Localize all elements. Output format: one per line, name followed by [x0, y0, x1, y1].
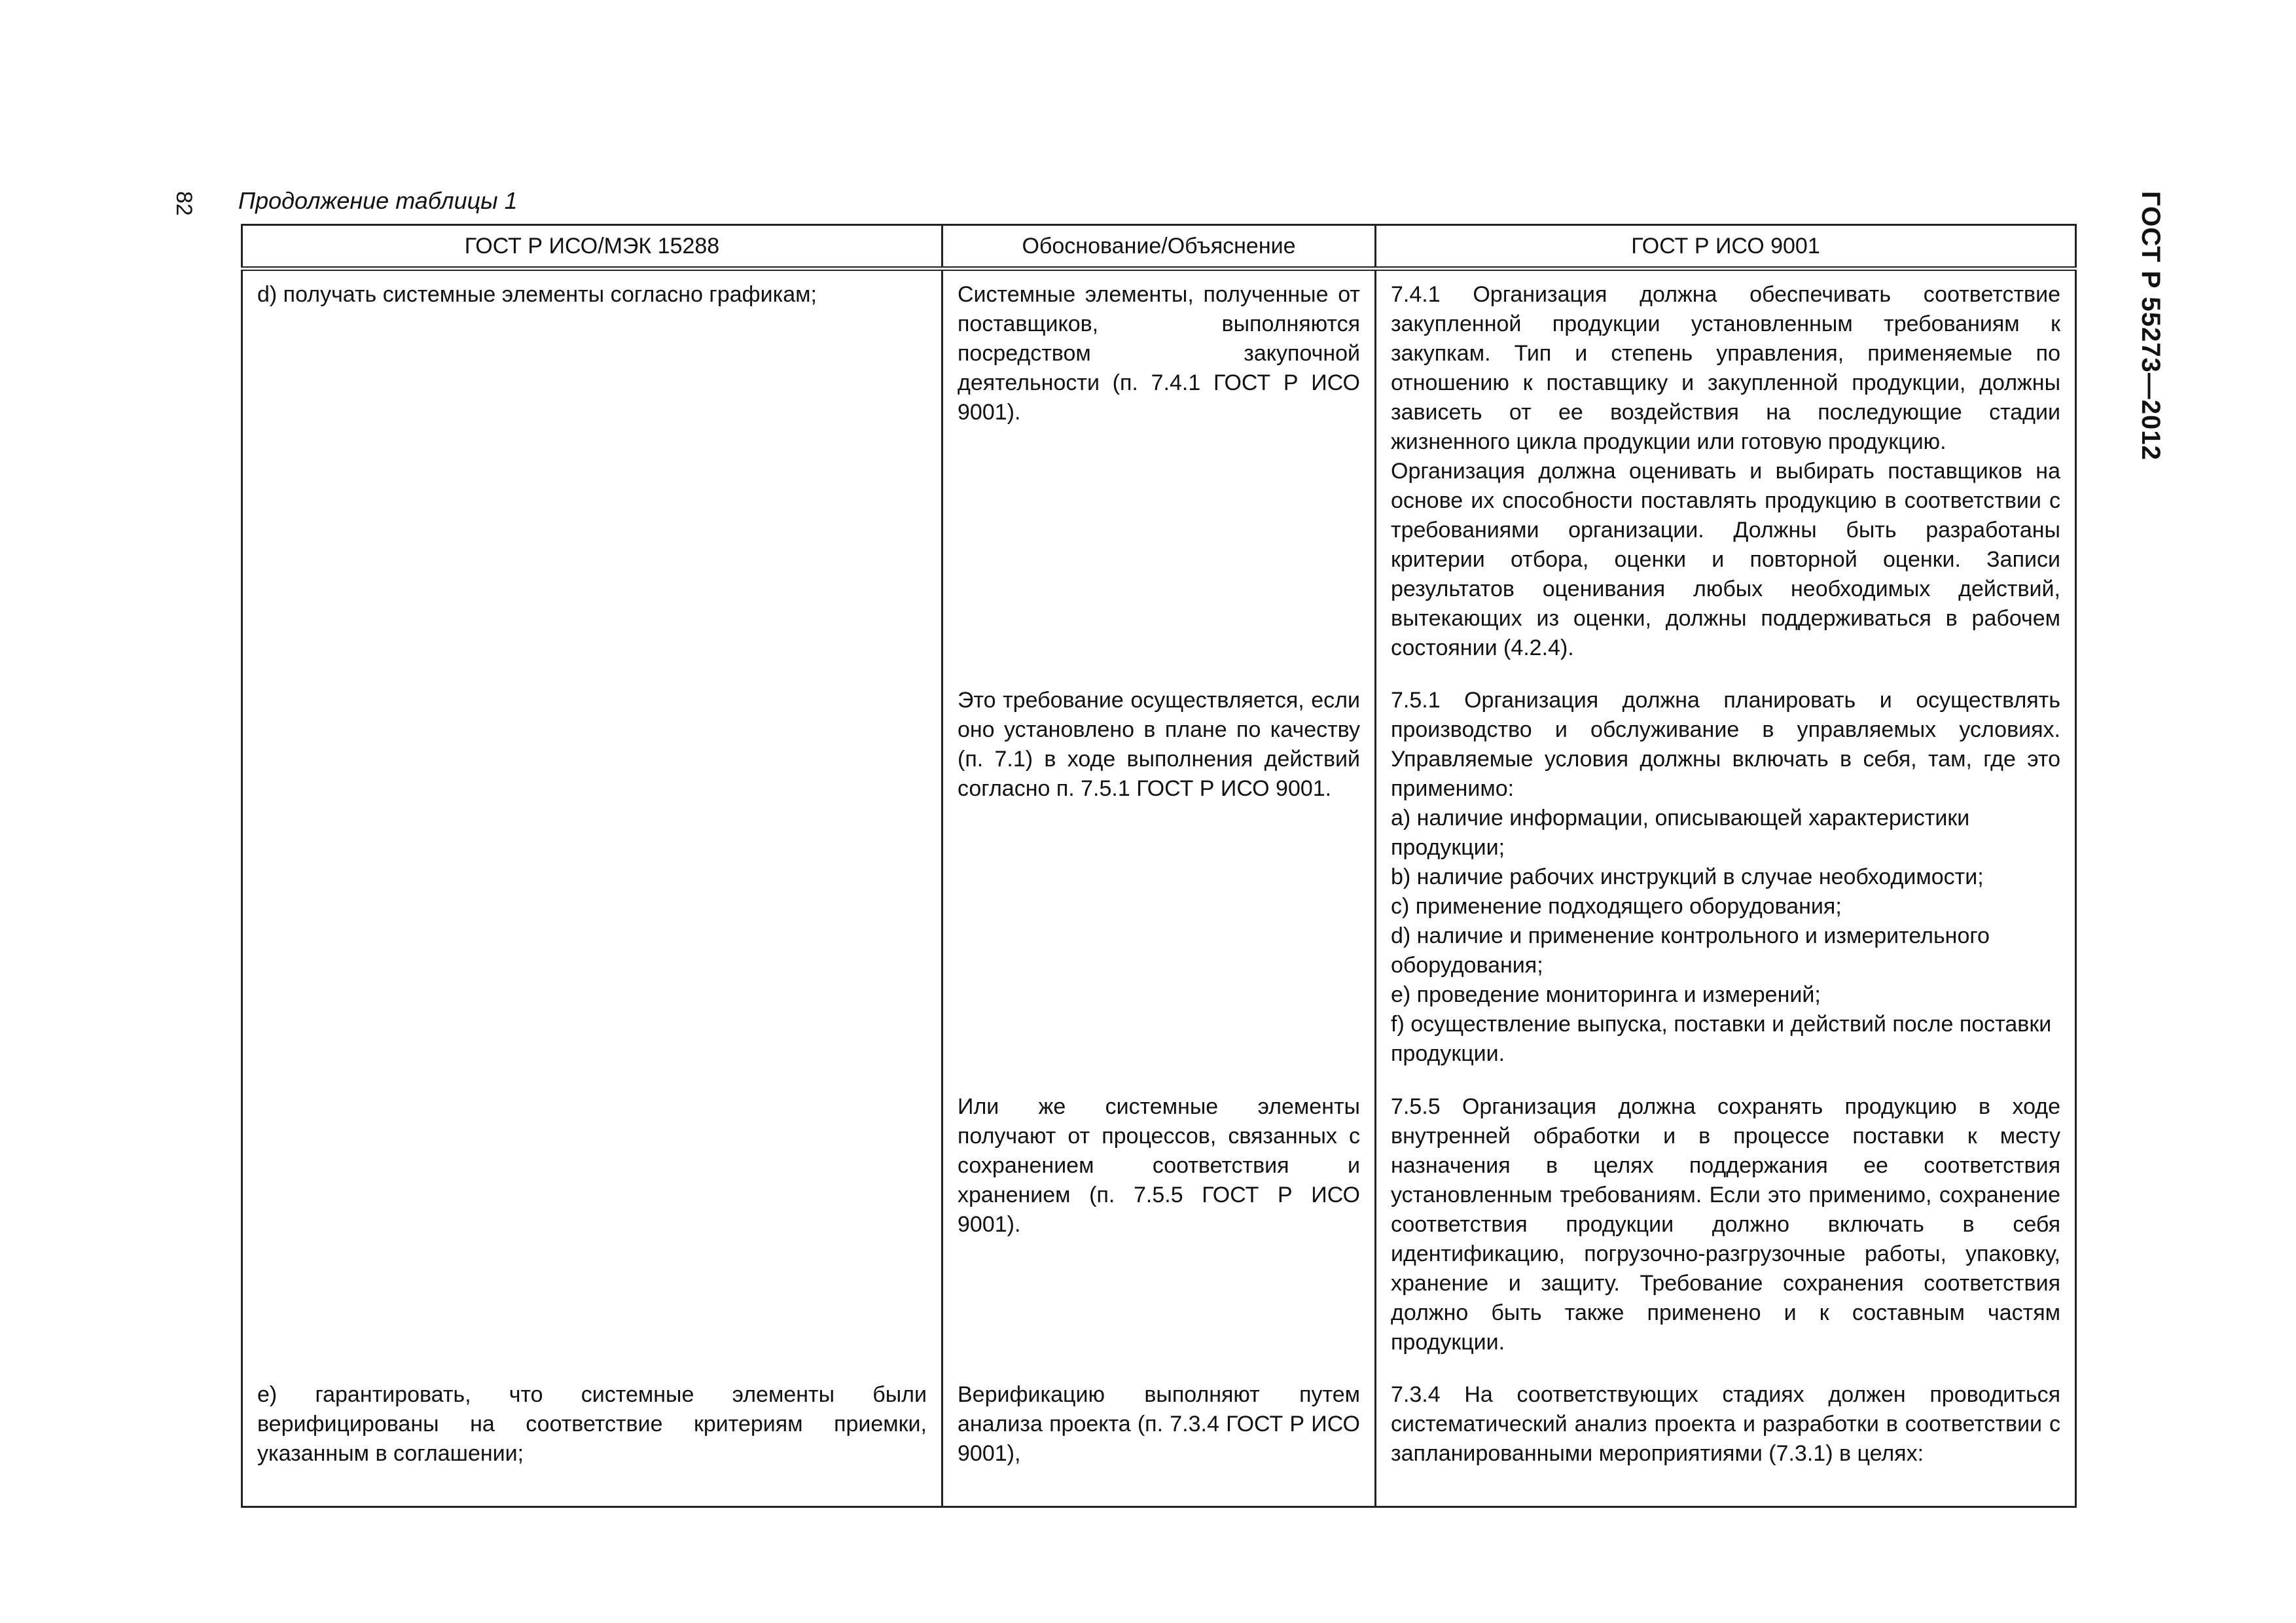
list-item: e) проведение мониторинга и измерений; [1391, 982, 1821, 1008]
cell-iso-9001 [1376, 681, 2076, 1086]
document-code: ГОСТ Р 55273—2012 [2136, 191, 2165, 461]
cell-requirement: d) получать системные элементы согласно графикам; [242, 269, 942, 681]
header-iso-9001: ГОСТ Р ИСО 9001 [1376, 225, 2076, 269]
cell-justification: Или же системные элементы получают от процессов, связанных с сохранением соответствия и хранением (п. 7.5.5 ГОСТ Р ИСО 9001). [942, 1087, 1376, 1375]
header-justification: Обоснование/Объяснение [942, 225, 1376, 269]
page-number: 82 [171, 191, 196, 216]
list-item: f) осуществление выпуска, поставки и действий после поставки продукции. [1391, 1012, 2052, 1067]
clause-text: 7.4.1 Организация должна обеспечивать соответствие закупленной продукции установленным требованиям к закупкам. Тип и степень управления, применяемые по отношению к поставщику и закупленной продукции, должны зависеть от ее воздействия на последующие стадии жизненного цикла продукции или готовую продукцию. [1391, 282, 2060, 454]
list-item: b) наличие рабочих инструкций в случае необходимости; [1391, 865, 1984, 890]
cell-iso-9001: 7.5.5 Организация должна сохранять продукцию в ходе внутренней обработки и в процессе поставки к месту назначения в целях поддержания ее соответствия установленным требованиям. Если это применимо, сохранение соответствия продукции должно включать в себя идентификацию, погрузочно-разгрузочные работы, упаковку, хранение и защиту. Требование сохранения соответствия должно быть также применено и к составным частям продукции. [1376, 1087, 2076, 1375]
table-row [242, 1375, 2076, 1507]
cell-requirement [242, 681, 942, 1086]
table-row [242, 681, 2076, 1086]
clause-text: Организация должна оценивать и выбирать поставщиков на основе их способности поставлять продукцию в соответствии с требованиями организации. Должны быть разработаны критерии отбора, оценки и повторной оценки. Записи результатов оценивания любых необходимых действий, вытекающих из оценки, должны поддерживаться в рабочем состоянии (4.2.4). [1391, 459, 2060, 660]
cell-justification: Это требование осуществляется, если оно установлено в плане по качеству (п. 7.1) в ходе выполнения действий согласно п. 7.5.1 ГОСТ Р ИСО 9001. [942, 681, 1376, 1086]
list-item: d) наличие и применение контрольного и измерительного оборудования; [1391, 923, 1990, 978]
cell-justification: Системные элементы, полученные от поставщиков, выполняются посредством закупочной деятельности (п. 7.4.1 ГОСТ Р ИСО 9001). [942, 269, 1376, 681]
comparison-table [241, 224, 2077, 1508]
cell-justification: Верификацию выполняют путем анализа проекта (п. 7.3.4 ГОСТ Р ИСО 9001), [942, 1375, 1376, 1507]
table-row [242, 1087, 2076, 1375]
cell-iso-9001 [1376, 269, 2076, 681]
cell-requirement: e) гарантировать, что системные элементы были верифицированы на соответствие критериям приемки, указанным в соглашении; [242, 1375, 942, 1507]
cell-iso-9001: 7.3.4 На соответствующих стадиях должен проводиться систематический анализ проекта и разработки в соответствии с запланированными мероприятиями (7.3.1) в целях: [1376, 1375, 2076, 1507]
list-item: a) наличие информации, описывающей характеристики продукции; [1391, 806, 1970, 861]
list-item: c) применение подходящего оборудования; [1391, 894, 1842, 919]
clause-text: 7.5.1 Организация должна планировать и осуществлять производство и обслуживание в управляемых условиях. Управляемые условия должны включать в себя, там, где это применимо: [1391, 688, 2060, 802]
table-caption: Продолжение таблицы 1 [238, 187, 518, 214]
table-row [242, 269, 2076, 681]
table-header-row [242, 225, 2076, 269]
header-iso-15288: ГОСТ Р ИСО/МЭК 15288 [242, 225, 942, 269]
cell-requirement [242, 1087, 942, 1375]
